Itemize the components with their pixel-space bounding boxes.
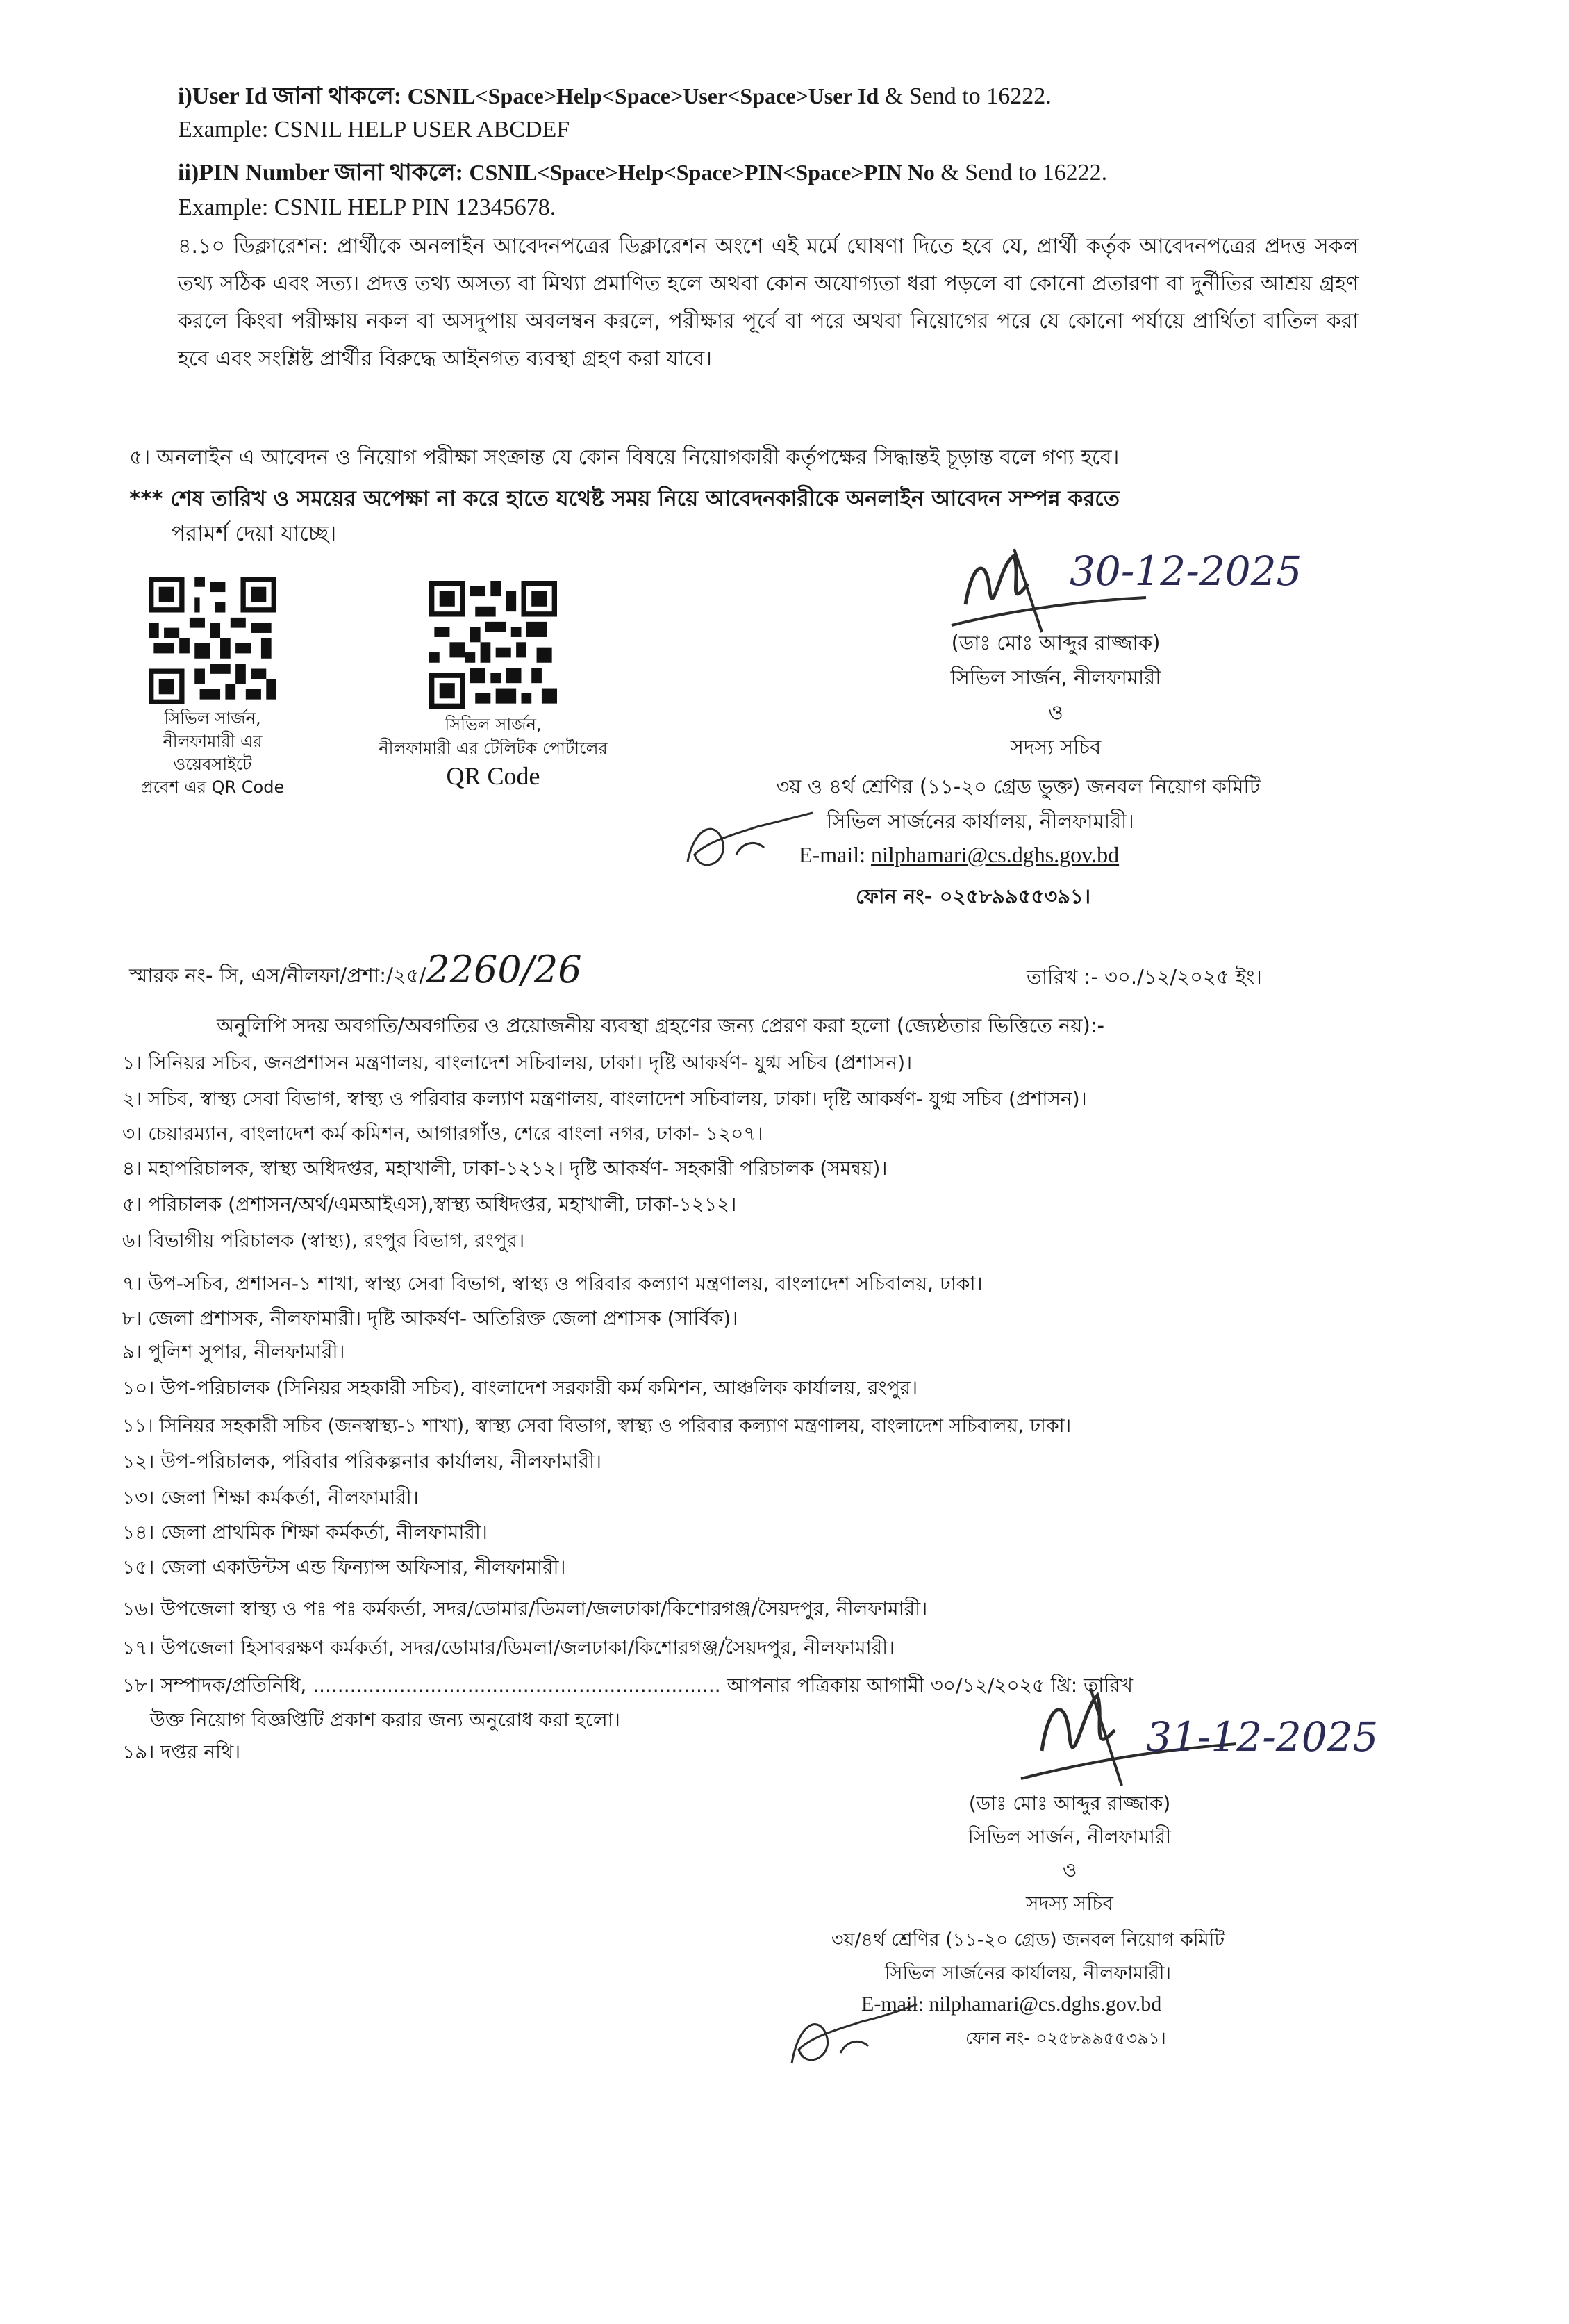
point-5: ৫। অনলাইন এ আবেদন ও নিয়োগ পরীক্ষা সংক্রান্ত যে কোন বিষয়ে নিয়োগকারী কর্তৃপক্ষের সিদ্ধান্তই চূড়ান্ত বলে গণ্য হবে। <box>129 445 1120 470</box>
signature-2-block <box>827 1787 1313 1920</box>
email-label: E-mail: <box>799 842 871 867</box>
memo-ref-number: 2260/26 <box>426 948 582 991</box>
qr1-caption-line: সিভিল সার্জন, <box>164 709 261 728</box>
qr1-caption-line: প্রবেশ এর QR Code <box>140 777 285 797</box>
recipient-item: ১২। উপ-পরিচালক, পরিবার পরিকল্পনার কার্যালয়, নীলফামারী। <box>122 1450 602 1473</box>
sms-example-user: Example: CSNIL HELP USER ABCDEF <box>178 117 570 142</box>
recipient-item: ৫। পরিচালক (প্রশাসন/অর্থ/এমআইএস),স্বাস্থ্য অধিদপ্তর, মহাখালী, ঢাকা-১২১২। <box>122 1193 737 1216</box>
memo-ref <box>129 948 582 994</box>
signatory-name: (ডাঃ মোঃ আব্দুর রাজ্জাক) <box>968 1792 1171 1815</box>
office-name: সিভিল সার্জনের কার্যালয়, নীলফামারী। <box>884 1963 1172 1984</box>
signatory-role: সদস্য সচিব <box>1026 1892 1113 1915</box>
copy-intro: অনুলিপি সদয় অবগতি/অবগতির ও প্রয়োজনীয় ব্যবস্থা গ্রহণের জন্য প্রেরণ করা হলো (জ্যেষ্ঠতার ভিত্তিতে নয়):- <box>217 1014 1105 1037</box>
signatory-role: সদস্য সচিব <box>1010 735 1102 759</box>
email-link[interactable]: nilphamari@cs.dghs.gov.bd <box>870 842 1120 867</box>
phone-line: ফোন নং- ০২৫৮৯৯৫৫৩৯১। <box>965 2028 1166 2048</box>
email-line[interactable]: E-mail: nilphamari@cs.dghs.gov.bd <box>861 1993 1162 2016</box>
declaration-paragraph: ৪.১০ ডিক্লারেশন: প্রার্থীকে অনলাইন আবেদনপত্রের ডিক্লারেশন অংশে এই মর্মে ঘোষণা দিতে হবে যে, প্রার্থী কর্তৃক আবেদনপত্রের প্রদত্ত সকল তথ্য সঠিক এবং সত্য। প্রদত্ত তথ্য অসত্য বা মিথ্যা প্রমাণিত হলে অথবা কোন অযোগ্যতা ধরা পড়লে বা কোনো প্রতারণা বা দুর্নীতির আশ্রয় গ্রহণ করলে কিংবা পরীক্ষায় নকল বা অসদুপায় অবলম্বন করলে, পরীক্ষার পূর্বে বা পরে অথবা নিয়োগের পরে যে কোনো পর্যায়ে প্রার্থিতা বাতিল করা হবে এবং সংশ্লিষ্ট প্রার্থীর বিরুদ্ধে আইনগত ব্যবস্থা গ্রহণ করা যাবে। <box>178 234 1359 371</box>
qr2-code-label: QR Code <box>446 762 540 790</box>
qr2-caption-line: সিভিল সার্জন, <box>445 715 542 734</box>
qr1-caption-line: ওয়েবসাইটে <box>173 755 252 774</box>
sms-pin-label: ii)PIN Number জানা থাকলে: <box>178 160 470 186</box>
recipient-item: ১৮। সম্পাদক/প্রতিনিধি, .................................................................. আপনার পত্রিকায় আগামী ৩০/১২/২০২৫ খ্রি: তারিখ <box>122 1674 1134 1697</box>
sms-example-pin: Example: CSNIL HELP PIN 12345678. <box>178 195 556 220</box>
website-qr-code[interactable] <box>149 577 276 704</box>
signatory-title: সিভিল সার্জন, নীলফামারী <box>950 666 1161 689</box>
signature-1-block <box>813 625 1299 764</box>
memo-ref-prefix: স্মারক নং- সি, এস/নীলফা/প্রশা:/২৫/ <box>129 964 426 987</box>
sms-user-label: i)User Id জানা থাকলে: <box>178 83 408 109</box>
office-name: সিভিল সার্জনের কার্যালয়, নীলফামারী। <box>827 809 1134 833</box>
signature-1-date: 30-12-2025 <box>1070 547 1302 595</box>
recipient-item: ১১। সিনিয়র সহকারী সচিব (জনস্বাস্থ্য-১ শাখা), স্বাস্থ্য সেবা বিভাগ, স্বাস্থ্য ও পরিবার কল্যাণ মন্ত্রণালয়, বাংলাদেশ সচিবালয়, ঢাকা। <box>122 1415 1072 1437</box>
committee-name: ৩য়/৪র্থ শ্রেণির (১১-২০ গ্রেড) জনবল নিয়োগ কমিটি <box>831 1929 1225 1951</box>
recipient-item: ৭। উপ-সচিব, প্রশাসন-১ শাখা, স্বাস্থ্য সেবা বিভাগ, স্বাস্থ্য ও পরিবার কল্যাণ মন্ত্রণালয়, বাংলাদেশ সচিবালয়, ঢাকা। <box>122 1272 983 1295</box>
recipient-item: ১৫। জেলা একাউন্টস এন্ড ফিন্যান্স অফিসার, নীলফামারী। <box>122 1556 566 1579</box>
warning-line-2: পরামর্শ দেয়া যাচ্ছে। <box>171 521 337 546</box>
recipient-item: ১। সিনিয়র সচিব, জনপ্রশাসন মন্ত্রণালয়, বাংলাদেশ সচিবালয়, ঢাকা। দৃষ্টি আকর্ষণ- যুগ্ম সচিব (প্রশাসন)। <box>122 1051 913 1074</box>
qr2-caption <box>340 713 646 792</box>
recipient-item: ৬। বিভাগীয় পরিচালক (স্বাস্থ্য), রংপুর বিভাগ, রংপুর। <box>122 1229 525 1252</box>
memo-date-label: তারিখ :- <box>1027 965 1105 989</box>
signatory-name: (ডাঃ মোঃ আব্দুর রাজ্জাক) <box>951 631 1161 654</box>
phone-line: ফোন নং- ০২৫৮৯৯৫৫৩৯১। <box>856 884 1091 908</box>
recipient-item: ১৩। জেলা শিক্ষা কর্মকর্তা, নীলফামারী। <box>122 1486 419 1509</box>
recipient-item: ১৭। উপজেলা হিসাবরক্ষণ কর্মকর্তা, সদর/ডোমার/ডিমলা/জলঢাকা/কিশোরগঞ্জ/সৈয়দপুর, নীলফামারী। <box>122 1636 895 1659</box>
recipient-item: ৩। চেয়ারম্যান, বাংলাদেশ কর্ম কমিশন, আগারগাঁও, শেরে বাংলা নগর, ঢাকা- ১২০৭। <box>122 1122 763 1145</box>
memo-date <box>1027 962 1262 996</box>
initial-signature-2 <box>778 1987 931 2077</box>
sms-help-user-line <box>178 78 1052 117</box>
sms-user-code: CSNIL<Space>Help<Space>User<Space>User Id <box>407 83 879 108</box>
recipient-item: ১০। উপ-পরিচালক (সিনিয়র সহকারী সচিব), বাংলাদেশ সরকারী কর্ম কমিশন, আঞ্চলিক কার্যালয়, রংপুর। <box>122 1376 918 1399</box>
sms-pin-code: CSNIL<Space>Help<Space>PIN<Space>PIN No <box>469 160 935 185</box>
email-line <box>799 842 1119 868</box>
sms-help-pin-line <box>178 154 1107 194</box>
committee-name: ৩য় ও ৪র্থ শ্রেণির (১১-২০ গ্রেড ভুক্ত) জনবল নিয়োগ কমিটি <box>776 775 1261 798</box>
teletalk-qr-code[interactable] <box>429 581 557 709</box>
signatory-title: সিভিল সার্জন, নীলফামারী <box>968 1825 1172 1848</box>
signatory-and: ও <box>1048 700 1063 724</box>
qr1-caption-line: নীলফামারী এর <box>163 732 263 751</box>
memo-date-value: ৩০./১২/২০২৫ ইং। <box>1104 965 1262 989</box>
recipient-item: ১৬। উপজেলা স্বাস্থ্য ও পঃ পঃ কর্মকর্তা, সদর/ডোমার/ডিমলা/জলঢাকা/কিশোরগঞ্জ/সৈয়দপুর, নীলফামারী। <box>122 1597 928 1620</box>
recipient-item: ২। সচিব, স্বাস্থ্য সেবা বিভাগ, স্বাস্থ্য ও পরিবার কল্যাণ মন্ত্রণালয়, বাংলাদেশ সচিবালয়, ঢাকা। দৃষ্টি আকর্ষণ- যুগ্ম সচিব (প্রশাসন)। <box>122 1087 1087 1110</box>
warning-line-1: *** শেষ তারিখ ও সময়ের অপেক্ষা না করে হাতে যথেষ্ট সময় নিয়ে আবেদনকারীকে অনলাইন আবেদন সম্পন্ন করতে <box>129 486 1120 511</box>
sms-user-send: & Send to 16222. <box>879 83 1052 109</box>
recipient-item: ১৯। দপ্তর নথি। <box>122 1740 241 1763</box>
recipient-item: ১৪। জেলা প্রাথমিক শিক্ষা কর্মকর্তা, নীলফামারী। <box>122 1521 488 1544</box>
recipient-item: ৮। জেলা প্রশাসক, নীলফামারী। দৃষ্টি আকর্ষণ- অতিরিক্ত জেলা প্রশাসক (সার্বিক)। <box>122 1307 738 1330</box>
sms-pin-send: & Send to 16222. <box>934 160 1108 186</box>
qr1-caption <box>111 707 314 799</box>
recipient-item: ৯। পুলিশ সুপার, নীলফামারী। <box>122 1340 345 1363</box>
signature-2-date: 31-12-2025 <box>1146 1713 1379 1761</box>
initial-signature-1 <box>674 799 833 882</box>
qr2-caption-line: নীলফামারী এর টেলিটক পোর্টালের <box>379 739 608 758</box>
recipient-item: ৪। মহাপরিচালক, স্বাস্থ্য অধিদপ্তর, মহাখালী, ঢাকা-১২১২। দৃষ্টি আকর্ষণ- সহকারী পরিচালক (সমন্বয়)। <box>122 1157 888 1180</box>
recipient-item: উক্ত নিয়োগ বিজ্ঞপ্তিটি প্রকাশ করার জন্য অনুরোধ করা হলো। <box>150 1708 620 1731</box>
signatory-and: ও <box>1062 1859 1077 1881</box>
